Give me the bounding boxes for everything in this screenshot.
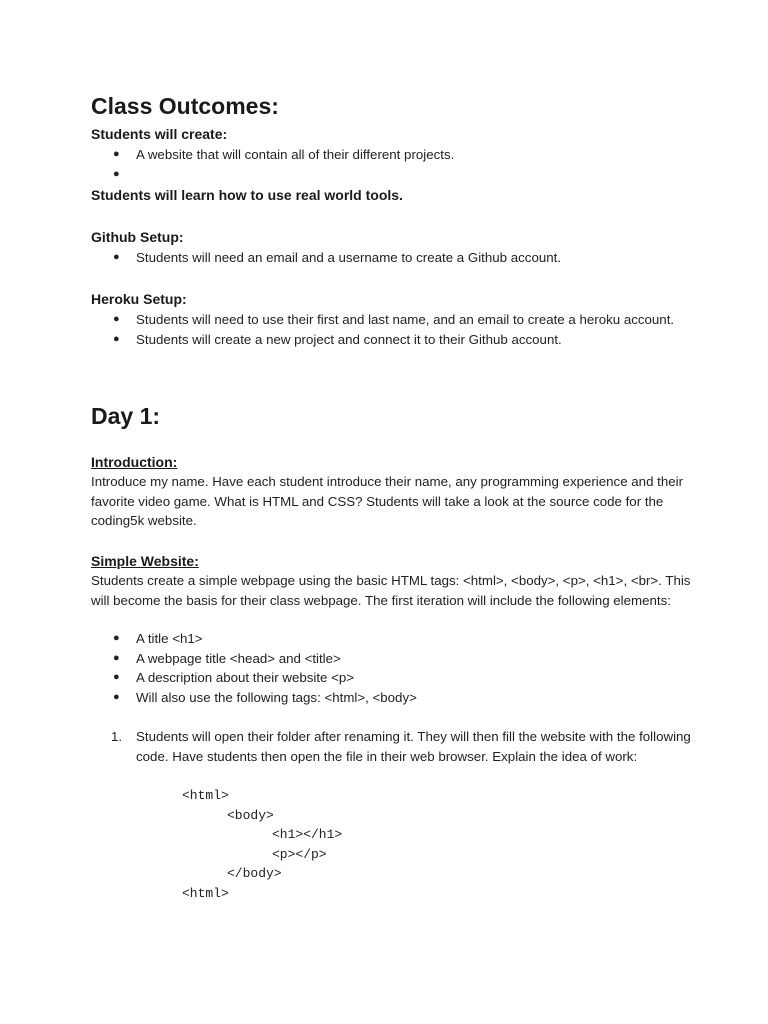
list-item <box>91 310 691 330</box>
heroku-setup-heading: Heroku Setup: <box>91 291 187 307</box>
list-item <box>91 727 691 766</box>
list-item <box>91 248 691 268</box>
bullet-icon: ● <box>113 251 120 263</box>
list-item <box>91 629 691 649</box>
code-line: </body> <box>227 866 282 881</box>
list-item-text: Students will create a new project and connect it to their Github account. <box>136 331 562 347</box>
simple-website-text: Students create a simple webpage using the basic HTML tags: <html>, <body>, <p>, <h1>, <br>. This will become the basis for their class webpage. The first iteration will include the following elements: <box>91 573 691 608</box>
step-text: Students will open their folder after renaming it. They will then fill the website with the following code. Have students then open the file in their web browser. Explain the idea of work: <box>136 729 691 764</box>
bullet-icon: ● <box>113 651 120 664</box>
code-line: <body> <box>227 808 274 823</box>
bullet-icon: ● <box>113 632 120 644</box>
list-item <box>91 330 691 350</box>
steps-list <box>91 727 691 766</box>
elements-list <box>91 629 691 707</box>
list-item-text: A website that will contain all of their different projects. <box>136 147 455 162</box>
list-item-text: A description about their website <p> <box>136 670 355 686</box>
create-list <box>91 145 691 184</box>
bullet-icon: ● <box>113 690 120 703</box>
introduction-heading: Introduction: <box>91 454 178 470</box>
list-item <box>91 165 691 185</box>
list-item-text: A title <h1> <box>136 631 203 646</box>
code-line: <h1></h1> <box>272 827 343 842</box>
real-world-tools-label: Students will learn how to use real world tools. <box>91 187 403 203</box>
github-list <box>91 248 691 268</box>
day1-heading: Day 1: <box>91 403 161 429</box>
bullet-icon: ● <box>113 671 120 684</box>
introduction-text: Introduce my name. Have each student introduce their name, any programming experience and their favorite video game. What is HTML and CSS? Students will take a look at the source code for the coding5k website. <box>91 474 684 529</box>
list-item-text: Students will need to use their first and last name, and an email to create a heroku account. <box>136 312 675 327</box>
code-line: <html> <box>182 788 229 803</box>
list-item <box>91 649 691 669</box>
github-setup-heading: Github Setup: <box>91 229 184 245</box>
code-line: <p></p> <box>272 847 327 862</box>
list-item <box>91 668 691 688</box>
bullet-icon: ● <box>113 167 120 180</box>
list-item <box>91 145 691 165</box>
heroku-list <box>91 310 691 349</box>
list-item-text: Students will need an email and a username to create a Github account. <box>136 250 562 265</box>
code-line: <html> <box>182 886 229 901</box>
bullet-icon: ● <box>113 148 120 160</box>
bullet-icon: ● <box>113 332 120 345</box>
step-number: 1. <box>111 729 123 744</box>
bullet-icon: ● <box>113 313 120 325</box>
students-will-create-label: Students will create: <box>91 126 228 142</box>
class-outcomes-heading: Class Outcomes: <box>91 93 279 119</box>
list-item-text: Will also use the following tags: <html>, <body> <box>136 689 417 705</box>
simple-website-heading: Simple Website: <box>91 553 199 569</box>
list-item <box>91 688 691 708</box>
list-item-text: A webpage title <head> and <title> <box>136 650 341 666</box>
